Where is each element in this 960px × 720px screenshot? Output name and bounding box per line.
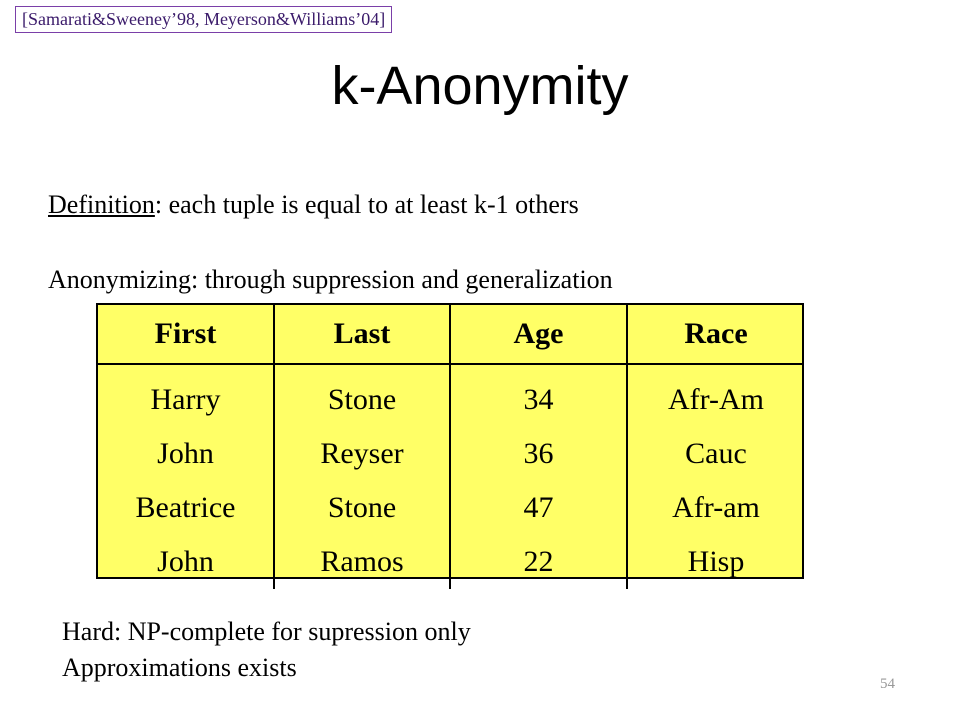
table-cell: 47	[523, 491, 554, 524]
column-age	[451, 365, 628, 589]
approximation-note: Approximations exists	[62, 653, 297, 682]
header-age: Age	[451, 305, 628, 365]
anonymizing-line: Anonymizing: through suppression and generalization	[48, 265, 613, 294]
table-cell: Cauc	[685, 437, 747, 470]
column-first	[98, 365, 275, 589]
definition-line	[48, 190, 579, 220]
table-cell: Ramos	[320, 545, 404, 578]
header-first: First	[98, 305, 275, 365]
citation-box: [Samarati&Sweeney’98, Meyerson&Williams’04]	[15, 6, 392, 33]
table-cell: 22	[523, 545, 554, 578]
table-cell: Hisp	[687, 545, 745, 578]
data-table	[96, 303, 804, 579]
table-cell: Stone	[327, 491, 397, 524]
table-cell: Reyser	[320, 437, 404, 470]
table-cell: Afr-am	[672, 491, 760, 524]
definition-term: Definition	[48, 190, 155, 219]
table-cell: Stone	[327, 383, 397, 416]
table-cell: 34	[523, 383, 554, 416]
page-number: 54	[880, 676, 895, 692]
column-last	[275, 365, 451, 589]
header-race: Race	[628, 305, 804, 365]
definition-text: : each tuple is equal to at least k-1 others	[154, 190, 579, 219]
column-race	[628, 365, 804, 589]
hardness-note: Hard: NP-complete for supression only	[62, 617, 471, 646]
table-cell: John	[157, 437, 214, 470]
header-last: Last	[275, 305, 451, 365]
table-cell: John	[157, 545, 214, 578]
table-cell: Afr-Am	[667, 383, 765, 416]
table-cell: Beatrice	[135, 491, 236, 524]
slide-title: k-Anonymity	[331, 56, 629, 116]
table-cell: 36	[523, 437, 554, 470]
table-cell: Harry	[150, 383, 221, 416]
